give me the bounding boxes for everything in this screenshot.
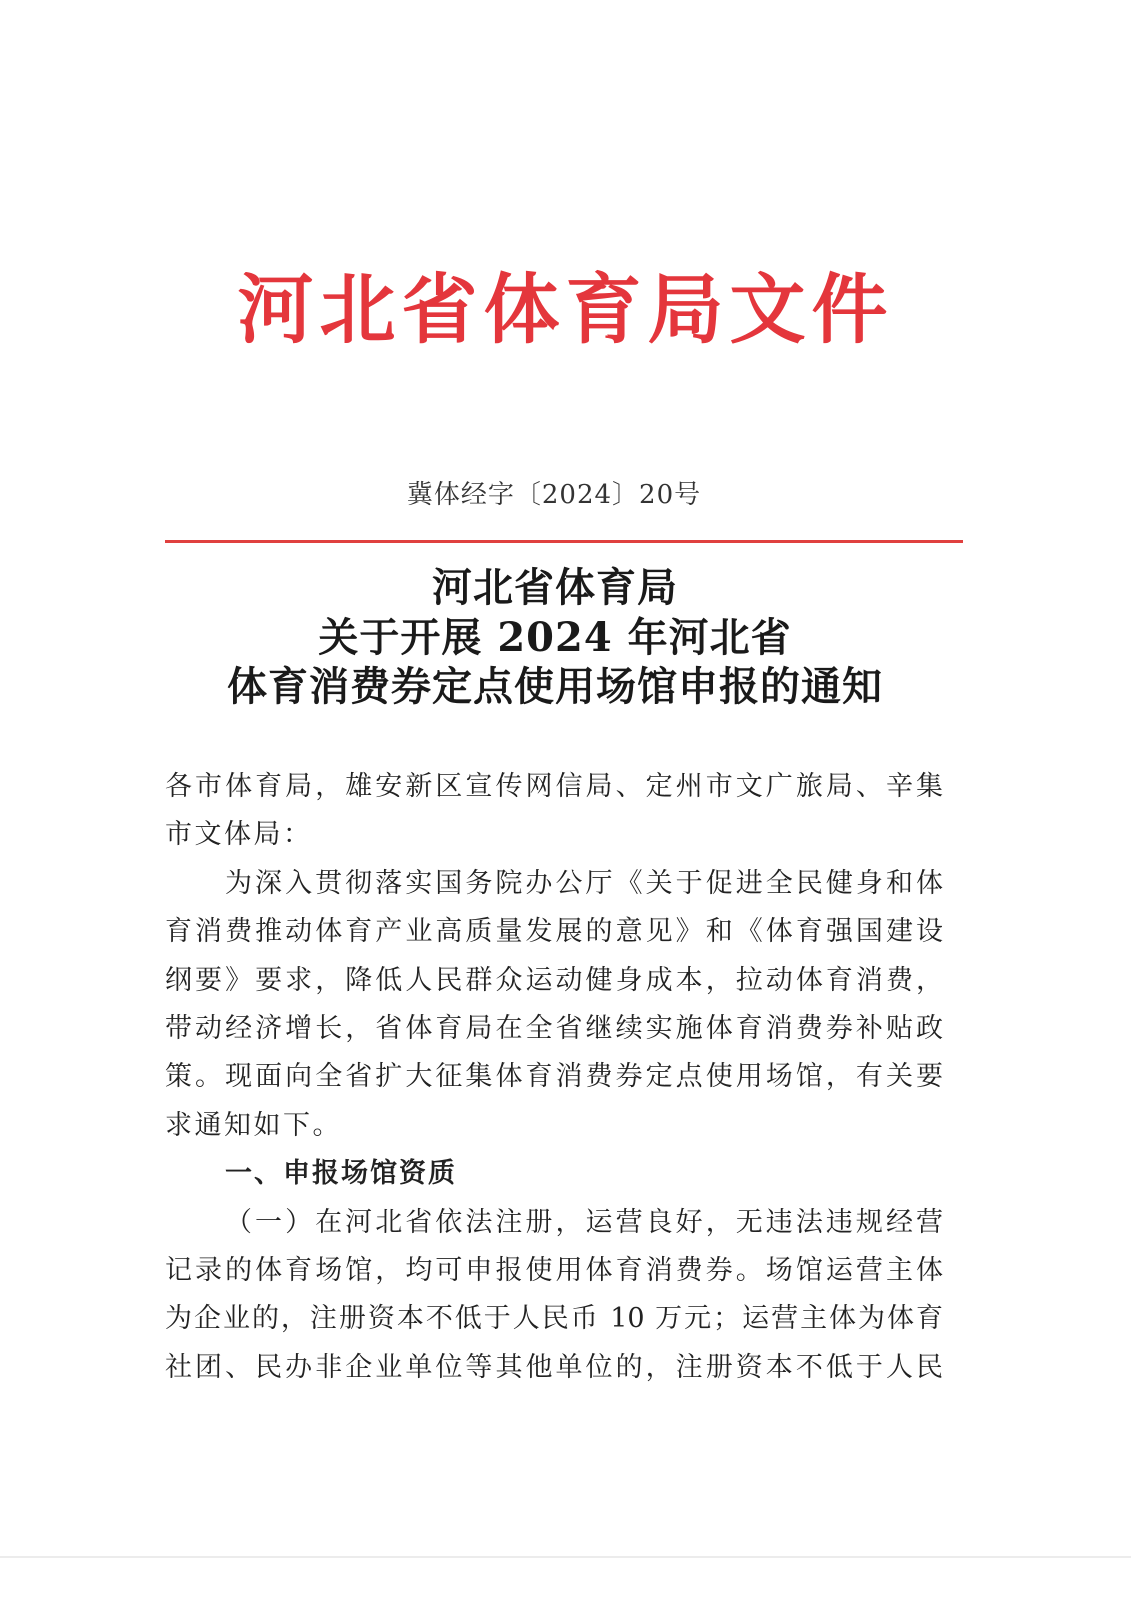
salutation-line: 市文体局： <box>165 819 313 851</box>
document-title <box>0 563 1110 712</box>
item-line: 社团、民办非企业单位等其他单位的，注册资本不低于人民 <box>165 1351 943 1383</box>
scan-edge-line <box>0 1556 1131 1558</box>
salutation-line: 各市体育局，雄安新区宣传网信局、定州市文广旅局、辛集 <box>165 771 943 802</box>
title-line: 关于开展 2024 年河北省 <box>318 613 792 661</box>
document-body <box>165 763 943 1392</box>
title-line: 体育消费券定点使用场馆申报的通知 <box>227 663 883 710</box>
intro-line: 为深入贯彻落实国务院办公厅《关于促进全民健身和体 <box>225 867 943 899</box>
section-heading: 一、申报场馆资质 <box>225 1158 457 1190</box>
issuer-header-title: 河北省体育局文件 <box>237 265 894 354</box>
title-line: 河北省体育局 <box>432 564 678 611</box>
intro-line: 纲要》要求，降低人民群众运动健身成本，拉动体育消费， <box>165 964 943 996</box>
red-separator-line <box>165 540 963 543</box>
intro-line: 求通知如下。 <box>165 1109 342 1141</box>
item-line: （一）在河北省依法注册，运营良好，无违法违规经营 <box>225 1206 943 1238</box>
item-line: 为企业的，注册资本不低于人民币 10 万元；运营主体为体育 <box>165 1303 943 1335</box>
item-line: 记录的体育场馆，均可申报使用体育消费券。场馆运营主体 <box>165 1254 943 1286</box>
intro-line: 策。现面向全省扩大征集体育消费券定点使用场馆，有关要 <box>165 1061 943 1093</box>
intro-line: 育消费推动体育产业高质量发展的意见》和《体育强国建设 <box>165 916 943 948</box>
document-number: 冀体经字〔2024〕20号 <box>406 480 702 510</box>
intro-line: 带动经济增长，省体育局在全省继续实施体育消费券补贴政 <box>165 1012 943 1044</box>
